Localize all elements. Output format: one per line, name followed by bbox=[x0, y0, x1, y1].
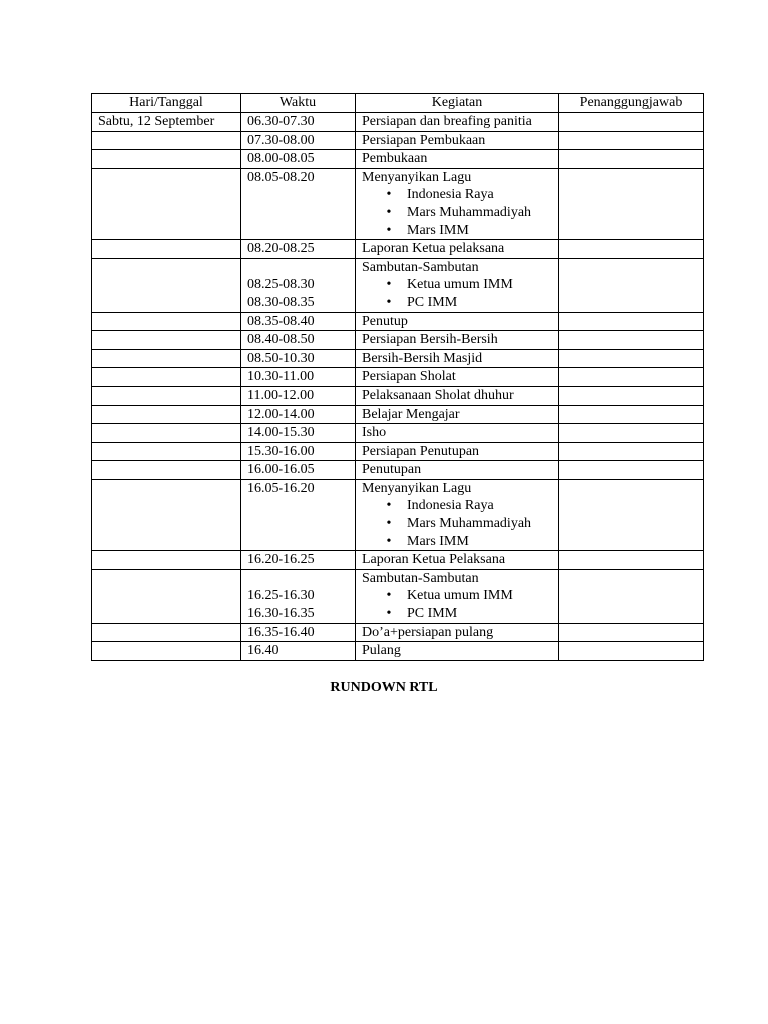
cell-hari-tanggal bbox=[92, 623, 241, 642]
kegiatan-title: Penutupan bbox=[362, 462, 422, 478]
cell-hari-tanggal bbox=[92, 479, 241, 550]
list-item bbox=[384, 222, 552, 240]
list-item bbox=[384, 533, 552, 551]
table-row bbox=[92, 368, 704, 387]
kegiatan-title: Bersih-Bersih Masjid bbox=[362, 350, 483, 366]
cell-hari-tanggal bbox=[92, 240, 241, 259]
header-waktu: Waktu bbox=[241, 94, 356, 113]
list-item-text: PC IMM bbox=[407, 606, 458, 622]
cell-kegiatan bbox=[356, 349, 559, 368]
kegiatan-title: Menyanyikan Lagu bbox=[362, 169, 472, 185]
cell-waktu bbox=[241, 551, 356, 570]
table-body bbox=[92, 113, 704, 661]
kegiatan-title: Persiapan Sholat bbox=[362, 369, 456, 385]
table-row bbox=[92, 424, 704, 443]
kegiatan-bullet-list bbox=[362, 186, 552, 239]
kegiatan-title: Laporan Ketua Pelaksana bbox=[362, 552, 506, 568]
header-hari-tanggal: Hari/Tanggal bbox=[92, 94, 241, 113]
cell-penanggungjawab bbox=[559, 386, 704, 405]
cell-penanggungjawab bbox=[559, 331, 704, 350]
cell-penanggungjawab bbox=[559, 551, 704, 570]
cell-hari-tanggal bbox=[92, 331, 241, 350]
table-row bbox=[92, 240, 704, 259]
waktu-line: 16.40 bbox=[247, 643, 279, 659]
cell-hari-tanggal bbox=[92, 386, 241, 405]
list-item-text: Ketua umum IMM bbox=[407, 588, 513, 604]
waktu-line: 16.00-16.05 bbox=[247, 462, 315, 478]
cell-penanggungjawab bbox=[559, 424, 704, 443]
cell-hari-tanggal bbox=[92, 150, 241, 169]
cell-penanggungjawab bbox=[559, 569, 704, 623]
cell-waktu bbox=[241, 312, 356, 331]
cell-penanggungjawab bbox=[559, 461, 704, 480]
cell-waktu bbox=[241, 240, 356, 259]
table-row bbox=[92, 312, 704, 331]
waktu-line: 10.30-11.00 bbox=[247, 369, 315, 385]
waktu-line: 16.30-16.35 bbox=[247, 606, 315, 622]
kegiatan-bullet-list bbox=[362, 497, 552, 550]
cell-penanggungjawab bbox=[559, 312, 704, 331]
table-row bbox=[92, 168, 704, 239]
cell-kegiatan bbox=[356, 240, 559, 259]
list-item bbox=[384, 515, 552, 533]
kegiatan-title: Menyanyikan Lagu bbox=[362, 480, 472, 496]
list-item bbox=[384, 587, 552, 605]
waktu-line: 08.25-08.30 bbox=[247, 277, 315, 293]
table-row bbox=[92, 551, 704, 570]
cell-penanggungjawab bbox=[559, 168, 704, 239]
cell-kegiatan bbox=[356, 424, 559, 443]
kegiatan-title: Penutup bbox=[362, 313, 408, 329]
cell-waktu bbox=[241, 331, 356, 350]
waktu-line: 11.00-12.00 bbox=[247, 387, 315, 403]
waktu-line: 16.05-16.20 bbox=[247, 480, 315, 496]
cell-waktu bbox=[241, 623, 356, 642]
cell-penanggungjawab bbox=[559, 642, 704, 661]
list-item bbox=[384, 497, 552, 515]
cell-penanggungjawab bbox=[559, 405, 704, 424]
list-item-text: Mars Muhammadiyah bbox=[407, 516, 532, 532]
table-row bbox=[92, 461, 704, 480]
cell-penanggungjawab bbox=[559, 442, 704, 461]
waktu-line: 16.25-16.30 bbox=[247, 588, 315, 604]
cell-waktu bbox=[241, 461, 356, 480]
list-item-text: Mars IMM bbox=[407, 533, 469, 549]
kegiatan-bullet-list bbox=[362, 276, 552, 311]
document-caption: RUNDOWN RTL bbox=[330, 680, 438, 695]
cell-waktu bbox=[241, 349, 356, 368]
cell-waktu bbox=[241, 642, 356, 661]
cell-penanggungjawab bbox=[559, 258, 704, 312]
cell-kegiatan bbox=[356, 131, 559, 150]
header-kegiatan: Kegiatan bbox=[356, 94, 559, 113]
waktu-line: 16.20-16.25 bbox=[247, 552, 315, 568]
cell-kegiatan bbox=[356, 150, 559, 169]
cell-hari-tanggal bbox=[92, 642, 241, 661]
table-row bbox=[92, 258, 704, 312]
list-item bbox=[384, 204, 552, 222]
list-item-text: Mars Muhammadiyah bbox=[407, 204, 532, 220]
cell-kegiatan bbox=[356, 113, 559, 132]
cell-waktu bbox=[241, 150, 356, 169]
table-row bbox=[92, 442, 704, 461]
cell-kegiatan bbox=[356, 405, 559, 424]
waktu-line: 08.00-08.05 bbox=[247, 151, 315, 167]
rundown-table bbox=[91, 93, 704, 661]
bullet-icon: • bbox=[386, 588, 392, 604]
cell-kegiatan bbox=[356, 331, 559, 350]
cell-penanggungjawab bbox=[559, 240, 704, 259]
kegiatan-title: Pembukaan bbox=[362, 151, 428, 167]
bullet-icon: • bbox=[386, 294, 392, 310]
kegiatan-title: Persiapan Bersih-Bersih bbox=[362, 332, 498, 348]
cell-kegiatan bbox=[356, 386, 559, 405]
kegiatan-title: Laporan Ketua pelaksana bbox=[362, 241, 505, 257]
waktu-line: 16.35-16.40 bbox=[247, 624, 315, 640]
bullet-icon: • bbox=[386, 533, 392, 549]
kegiatan-bullet-list bbox=[362, 587, 552, 622]
cell-waktu bbox=[241, 131, 356, 150]
table-row bbox=[92, 642, 704, 661]
waktu-line: 07.30-08.00 bbox=[247, 132, 315, 148]
kegiatan-title: Isho bbox=[362, 425, 387, 441]
cell-kegiatan bbox=[356, 623, 559, 642]
waktu-line bbox=[247, 570, 349, 588]
table-row bbox=[92, 113, 704, 132]
cell-hari-tanggal bbox=[92, 168, 241, 239]
list-item bbox=[384, 605, 552, 623]
cell-kegiatan bbox=[356, 551, 559, 570]
bullet-icon: • bbox=[386, 516, 392, 532]
list-item-text: PC IMM bbox=[407, 294, 458, 310]
kegiatan-title: Belajar Mengajar bbox=[362, 406, 460, 422]
bullet-icon: • bbox=[386, 277, 392, 293]
table-row bbox=[92, 349, 704, 368]
kegiatan-title: Pelaksanaan Sholat dhuhur bbox=[362, 387, 514, 403]
cell-kegiatan bbox=[356, 569, 559, 623]
cell-kegiatan bbox=[356, 642, 559, 661]
cell-hari-tanggal bbox=[92, 442, 241, 461]
table-header-row bbox=[92, 94, 704, 113]
cell-hari-tanggal bbox=[92, 312, 241, 331]
cell-waktu bbox=[241, 424, 356, 443]
cell-hari-tanggal bbox=[92, 368, 241, 387]
cell-kegiatan bbox=[356, 168, 559, 239]
bullet-icon: • bbox=[386, 204, 392, 220]
waktu-line: 15.30-16.00 bbox=[247, 443, 315, 459]
cell-hari-tanggal bbox=[92, 258, 241, 312]
waktu-line: 08.35-08.40 bbox=[247, 313, 315, 329]
table-row bbox=[92, 479, 704, 550]
cell-penanggungjawab bbox=[559, 349, 704, 368]
cell-waktu bbox=[241, 258, 356, 312]
table-row bbox=[92, 405, 704, 424]
list-item-text: Mars IMM bbox=[407, 222, 469, 238]
cell-penanggungjawab bbox=[559, 131, 704, 150]
cell-penanggungjawab bbox=[559, 623, 704, 642]
cell-penanggungjawab bbox=[559, 479, 704, 550]
cell-hari-tanggal bbox=[92, 551, 241, 570]
waktu-line: 12.00-14.00 bbox=[247, 406, 315, 422]
cell-kegiatan bbox=[356, 479, 559, 550]
cell-kegiatan bbox=[356, 312, 559, 331]
kegiatan-title: Persiapan dan breafing panitia bbox=[362, 114, 532, 129]
cell-hari-tanggal: Sabtu, 12 September bbox=[92, 113, 241, 132]
table-row bbox=[92, 150, 704, 169]
cell-penanggungjawab bbox=[559, 150, 704, 169]
cell-hari-tanggal bbox=[92, 461, 241, 480]
waktu-line: 14.00-15.30 bbox=[247, 425, 315, 441]
cell-waktu bbox=[241, 479, 356, 550]
list-item-text: Indonesia Raya bbox=[407, 498, 494, 514]
waktu-line: 08.30-08.35 bbox=[247, 294, 315, 310]
list-item bbox=[384, 294, 552, 312]
cell-kegiatan bbox=[356, 442, 559, 461]
kegiatan-title: Persiapan Pembukaan bbox=[362, 132, 486, 148]
cell-waktu bbox=[241, 569, 356, 623]
cell-hari-tanggal bbox=[92, 405, 241, 424]
table-row bbox=[92, 131, 704, 150]
waktu-line: 06.30-07.30 bbox=[247, 114, 315, 129]
cell-kegiatan bbox=[356, 461, 559, 480]
list-item bbox=[384, 276, 552, 294]
bullet-icon: • bbox=[386, 606, 392, 622]
cell-penanggungjawab bbox=[559, 113, 704, 132]
list-item-text: Ketua umum IMM bbox=[407, 277, 513, 293]
cell-hari-tanggal bbox=[92, 424, 241, 443]
bullet-icon: • bbox=[386, 498, 392, 514]
cell-waktu bbox=[241, 168, 356, 239]
bullet-icon: • bbox=[386, 187, 392, 203]
list-item-text: Indonesia Raya bbox=[407, 187, 494, 203]
list-item bbox=[384, 186, 552, 204]
cell-waktu bbox=[241, 386, 356, 405]
table-row bbox=[92, 386, 704, 405]
cell-hari-tanggal bbox=[92, 131, 241, 150]
waktu-line: 08.05-08.20 bbox=[247, 169, 315, 185]
waktu-line: 08.50-10.30 bbox=[247, 350, 315, 366]
kegiatan-title: Persiapan Penutupan bbox=[362, 443, 480, 459]
kegiatan-title: Do’a+persiapan pulang bbox=[362, 624, 494, 640]
cell-hari-tanggal bbox=[92, 569, 241, 623]
kegiatan-title: Sambutan-Sambutan bbox=[362, 259, 479, 275]
waktu-line: 08.40-08.50 bbox=[247, 332, 315, 348]
cell-waktu bbox=[241, 442, 356, 461]
table-row bbox=[92, 623, 704, 642]
cell-waktu bbox=[241, 405, 356, 424]
waktu-line bbox=[247, 259, 349, 277]
cell-hari-tanggal bbox=[92, 349, 241, 368]
cell-penanggungjawab bbox=[559, 368, 704, 387]
cell-kegiatan bbox=[356, 258, 559, 312]
table-row bbox=[92, 331, 704, 350]
cell-waktu bbox=[241, 368, 356, 387]
kegiatan-title: Pulang bbox=[362, 643, 401, 659]
header-penanggungjawab: Penanggungjawab bbox=[559, 94, 704, 113]
bullet-icon: • bbox=[386, 222, 392, 238]
kegiatan-title: Sambutan-Sambutan bbox=[362, 570, 479, 586]
table-row bbox=[92, 569, 704, 623]
cell-waktu bbox=[241, 113, 356, 132]
cell-kegiatan bbox=[356, 368, 559, 387]
waktu-line: 08.20-08.25 bbox=[247, 241, 315, 257]
